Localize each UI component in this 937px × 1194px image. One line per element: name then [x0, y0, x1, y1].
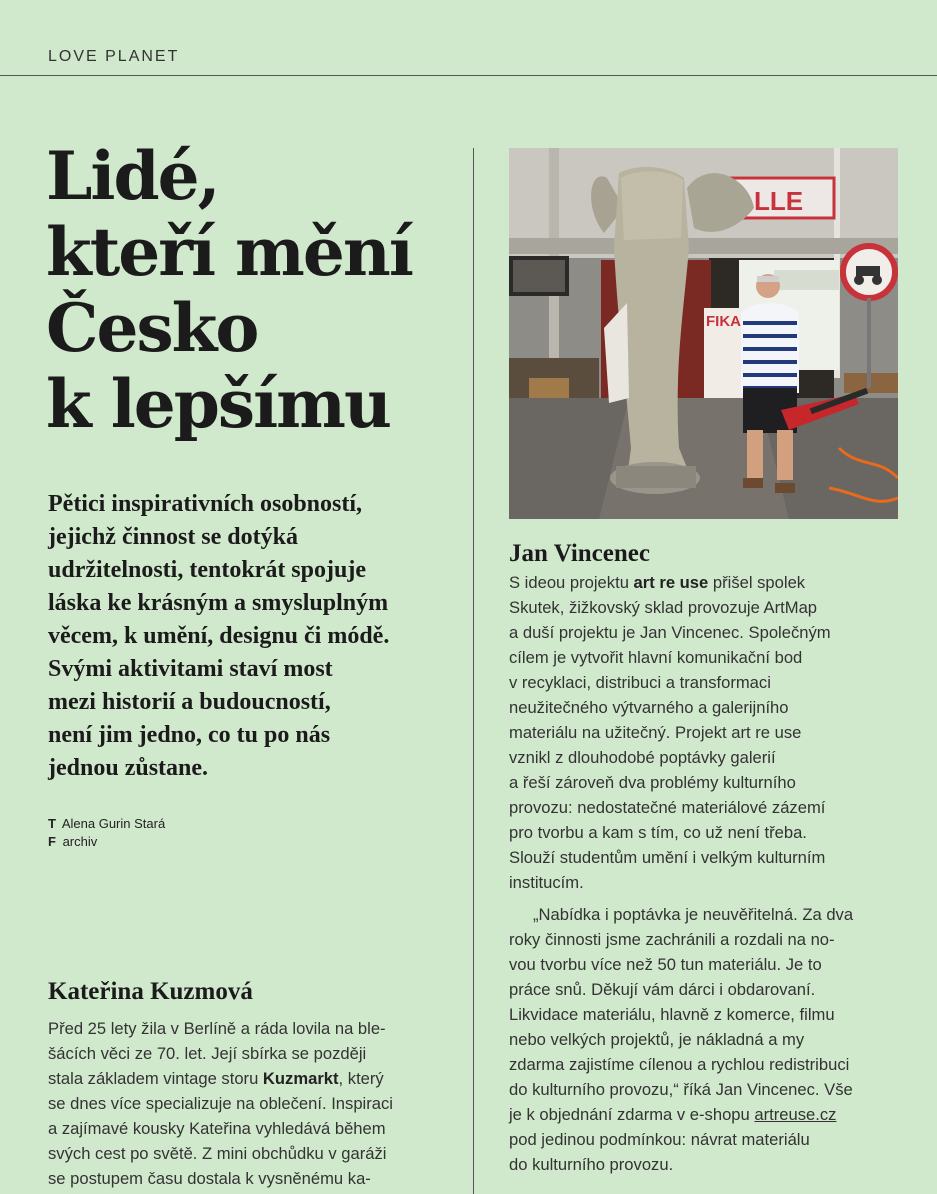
text-line [48, 1066, 458, 1091]
text-line: Skutek, žižkovský sklad provozuje ArtMap [509, 598, 818, 617]
title-line: Lidé, [46, 137, 219, 215]
text-line: Slouží studentům umění i velkým kulturním [509, 848, 826, 867]
text-fragment: přišel spolek [708, 573, 806, 592]
text-line: provozu: nedostatečné materiálové zázemí [509, 798, 826, 817]
text-fragment: , který [338, 1069, 384, 1088]
vincenec-paragraph-2 [509, 902, 909, 1177]
text-line: se dnes více specializuje na oblečení. Inspiraci [48, 1094, 393, 1113]
photo-poster-text: FIKA [706, 313, 741, 330]
text-line: Likvidace materiálu, hlavně z komerce, filmu [509, 1005, 835, 1024]
project-name: art re use [633, 573, 709, 592]
title-line: kteří mění [46, 213, 412, 291]
text-line: šácích věci ze 70. let. Její sbírka se později [48, 1044, 367, 1063]
text-line [509, 570, 909, 595]
text-line: vou tvorbu více než 50 tun materiálu. Je to [509, 955, 822, 974]
photo-source: archiv [62, 834, 98, 849]
page-title [46, 138, 466, 442]
text-line: v recyklaci, distribuci a transformaci [509, 673, 771, 692]
person-name-kuzmova: Kateřina Kuzmová [48, 978, 253, 1005]
lead-line: věcem, k umění, designu či módě. [48, 623, 390, 649]
text-line: cílem je vytvořit hlavní komunikační bod [509, 648, 803, 667]
credits [48, 815, 165, 851]
text-line: pod jedinou podmínkou: návrat materiálu [509, 1130, 810, 1149]
text-line: zdarma zajistíme cílenou a rychlou redistribuci [509, 1055, 850, 1074]
lead-paragraph [48, 488, 458, 785]
credit-key: T [48, 816, 56, 831]
lead-line: udržitelnosti, tentokrát spojuje [48, 557, 366, 583]
text-line: svých cest po světě. Z mini obchůdku v garáži [48, 1144, 387, 1163]
text-line: „Nabídka i poptávka je neuvěřitelná. Za dva [533, 905, 854, 924]
photo-illustration [509, 148, 898, 519]
text-line: roky činnosti jsme zachránili a rozdali na no- [509, 930, 835, 949]
text-line: práce snů. Děkují vám dárci i obdarovaní. [509, 980, 816, 999]
text-line: a zajímavé kousky Kateřina vyhledává během [48, 1119, 386, 1138]
text-fragment: stala základem vintage storu [48, 1069, 263, 1088]
vincenec-paragraph-1 [509, 570, 909, 895]
text-line: a duší projektu je Jan Vincenec. Společným [509, 623, 831, 642]
lead-line: jejichž činnost se dotýká [48, 524, 298, 550]
text-line: neužitečného výtvarného a galerijního [509, 698, 789, 717]
header-divider [0, 75, 937, 76]
lead-line: není jim jedno, co tu po nás [48, 722, 331, 748]
section-label: LOVE PLANET [48, 48, 180, 65]
author-name: Alena Gurin Stará [61, 816, 166, 831]
text-line: pro tvorbu a kam s tím, co už není třeba. [509, 823, 807, 842]
title-line: Česko [46, 289, 258, 367]
brand-name: Kuzmarkt [262, 1069, 339, 1088]
text-line: do kulturního provozu,“ říká Jan Vincenec. Vše [509, 1080, 853, 1099]
title-line: k lepšímu [46, 365, 390, 443]
lead-line: Svými aktivitami staví most [48, 656, 333, 682]
photo-credit [48, 833, 165, 851]
text-line: se postupem času dostala k vysněnému ka- [48, 1169, 371, 1188]
person-name-vincenec: Jan Vincenec [509, 540, 650, 567]
text-line: vznikl z dlouhodobé poptávky galerií [509, 748, 776, 767]
text-line: a řeší zároveň dva problémy kulturního [509, 773, 796, 792]
lead-line: mezi historií a budoucností, [48, 689, 331, 715]
text-fragment: S ideou projektu [509, 573, 634, 592]
text-line: do kulturního provozu. [509, 1155, 674, 1174]
portrait-photo [509, 148, 898, 519]
text-fragment: je k objednání zdarma v e-shopu [509, 1105, 755, 1124]
credit-key: F [48, 834, 56, 849]
lead-line: jednou zůstane. [48, 755, 209, 781]
kuzmova-paragraph [48, 1016, 458, 1191]
text-line: institucím. [509, 873, 584, 892]
text-line: nebo velkých projektů, je nákladná a my [509, 1030, 805, 1049]
text-line [509, 1102, 909, 1127]
vincenec-text [509, 570, 909, 1177]
column-divider [473, 148, 474, 1194]
text-line: materiálu na užitečný. Projekt art re use [509, 723, 802, 742]
lead-line: láska ke krásným a smysluplným [48, 590, 389, 616]
text-credit [48, 815, 165, 833]
lead-line: Pětici inspirativních osobností, [48, 491, 363, 517]
eshop-link[interactable]: artreuse.cz [754, 1105, 837, 1124]
photo-sign-text: LLE [754, 186, 804, 216]
text-line: Před 25 lety žila v Berlíně a ráda lovila na ble- [48, 1019, 386, 1038]
